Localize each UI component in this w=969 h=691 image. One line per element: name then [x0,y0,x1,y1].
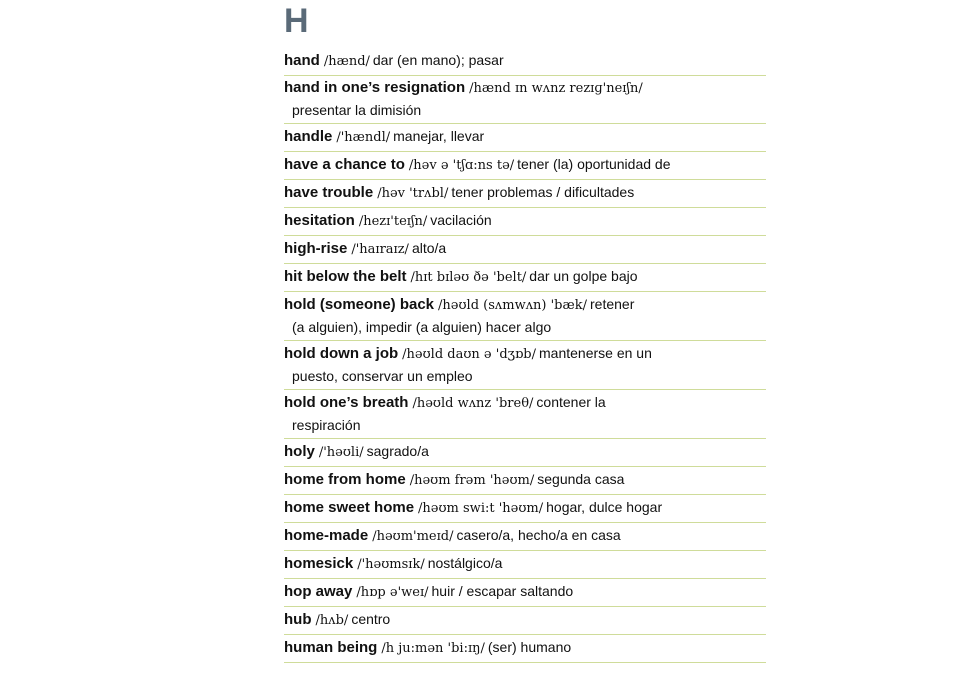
entry-term: high-rise [284,240,348,257]
entry-pronunciation: /h ju:mən 'bi:ɪŋ/ [381,641,485,656]
entry-term: hesitation [284,212,355,229]
glossary-entry [284,390,766,439]
entry-definition: tener problemas / dificultades [451,184,635,200]
entry-term: home from home [284,471,406,488]
entry-pronunciation: /həv ə 'tʃɑ:ns tə/ [408,158,515,173]
entry-definition: nostálgico/a [427,555,503,571]
entry-pronunciation: /'haɪraɪz/ [351,242,409,257]
entry-definition-continued: respiración [292,417,361,433]
entry-definition-continued: presentar la dimisión [292,102,422,118]
entry-pronunciation: /hænd/ [323,54,370,69]
entry-term: hand [284,52,320,69]
entry-pronunciation: /həʊld (sʌmwʌn) 'bæk/ [438,298,587,313]
entry-pronunciation: /hɪt bɪləʊ ðə 'belt/ [410,270,527,285]
entry-definition: (ser) humano [487,639,572,655]
entry-pronunciation: /həʊld daʊn ə 'dʒɒb/ [402,347,536,362]
entry-pronunciation: /'həʊli/ [318,445,364,460]
entry-pronunciation: /həʊld wʌnz 'breθ/ [412,396,534,411]
glossary-entry [284,523,766,551]
entry-term: have trouble [284,184,374,201]
entry-definition: hogar, dulce hogar [546,499,663,515]
entry-definition: dar un golpe bajo [529,268,638,284]
entry-pronunciation: /hezɪ'teɪʃn/ [358,214,428,229]
entry-definition: vacilación [430,212,492,228]
entry-term: human being [284,639,378,656]
entry-term: home-made [284,527,369,544]
glossary-entry [284,439,766,467]
entry-definition: segunda casa [537,471,625,487]
entry-definition: alto/a [411,240,447,256]
entry-definition: casero/a, hecho/a en casa [456,527,621,543]
entry-pronunciation: /hænd ɪn wʌnz rezɪɡ'neɪʃn/ [469,81,643,96]
entry-term: homesick [284,555,354,572]
glossary-entry [284,579,766,607]
glossary-entry [284,76,766,124]
glossary-entry [284,208,766,236]
glossary-entry [284,551,766,579]
entry-term: hold down a job [284,345,399,362]
entry-term: holy [284,443,315,460]
glossary-entry [284,607,766,635]
glossary-entry [284,264,766,292]
entry-term: hub [284,611,312,628]
entry-definition: mantenerse en un [539,345,652,361]
entry-pronunciation: /həʊm swi:t 'həʊm/ [418,501,544,516]
glossary-entry [284,467,766,495]
entry-pronunciation: /hɒp ə'weɪ/ [356,585,429,600]
entry-definition: retener [590,296,635,312]
entry-pronunciation: /həʊm frəm 'həʊm/ [409,473,535,488]
section-letter: H [284,2,310,40]
entry-pronunciation: /həʊm'meɪd/ [372,529,454,544]
entry-definition-continued: puesto, conservar un empleo [292,368,473,384]
entry-term: hop away [284,583,353,600]
entry-definition: manejar, llevar [393,128,485,144]
entry-pronunciation: /həv 'trʌbl/ [377,186,449,201]
glossary-entry [284,635,766,663]
entry-definition: huir / escapar saltando [431,583,574,599]
entry-definition: sagrado/a [366,443,429,459]
entry-term: home sweet home [284,499,415,516]
entry-term: hand in one’s resignation [284,79,466,96]
entry-definition-continued: (a alguien), impedir (a alguien) hacer algo [292,319,552,335]
glossary-entry [284,124,766,152]
entry-pronunciation: /'hændl/ [336,130,391,145]
glossary-entry [284,48,766,76]
entry-definition: centro [351,611,391,627]
entry-term: hit below the belt [284,268,407,285]
entry-list [284,48,766,663]
glossary-entry [284,292,766,341]
glossary-entry [284,341,766,390]
glossary-entry [284,236,766,264]
entry-definition: tener (la) oportunidad de [517,156,671,172]
glossary-entry [284,180,766,208]
entry-definition: contener la [536,394,606,410]
glossary-page [284,0,766,663]
entry-term: have a chance to [284,156,405,173]
glossary-entry [284,152,766,180]
entry-term: hold one’s breath [284,394,409,411]
glossary-entry [284,495,766,523]
entry-definition: dar (en mano); pasar [372,52,504,68]
entry-pronunciation: /'həʊmsɪk/ [357,557,425,572]
entry-term: hold (someone) back [284,296,435,313]
entry-pronunciation: /hʌb/ [315,613,349,628]
entry-term: handle [284,128,333,145]
